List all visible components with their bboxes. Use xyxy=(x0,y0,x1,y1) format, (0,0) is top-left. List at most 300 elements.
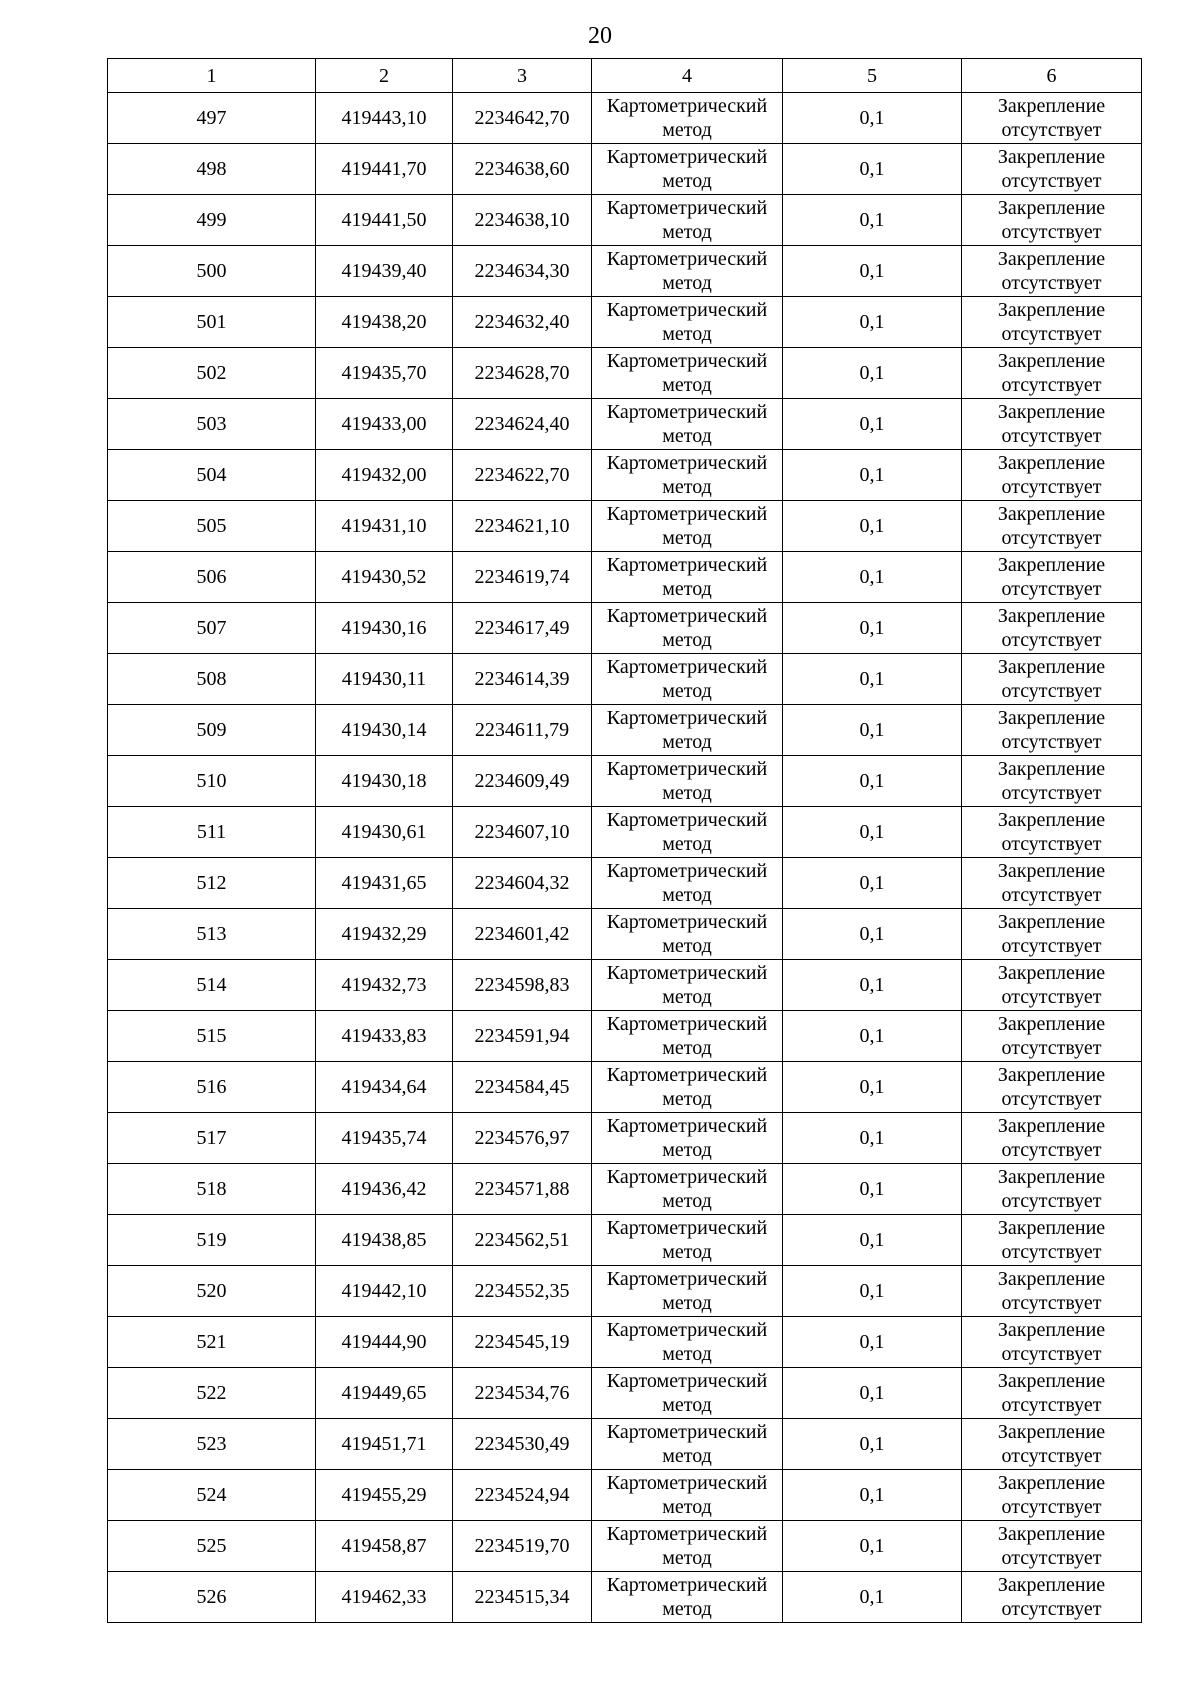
accuracy-cell: 0,1 xyxy=(783,93,962,144)
page-number: 20 xyxy=(588,23,612,49)
fixing-line-2: отсутствует xyxy=(1001,1547,1102,1569)
y-coordinate-cell: 2234604,32 xyxy=(453,858,592,909)
x-coordinate-cell: 419441,70 xyxy=(316,144,453,195)
method-line-2: метод xyxy=(662,1598,712,1620)
fixing-line-1: Закрепление xyxy=(997,1268,1106,1290)
fixing-cell xyxy=(962,807,1142,858)
x-coordinate-cell: 419442,10 xyxy=(316,1266,453,1317)
fixing-line-1: Закрепление xyxy=(997,707,1106,729)
accuracy-cell: 0,1 xyxy=(783,1113,962,1164)
point-number-cell: 523 xyxy=(108,1419,316,1470)
accuracy-cell: 0,1 xyxy=(783,909,962,960)
point-number-cell: 507 xyxy=(108,603,316,654)
fixing-line-2: отсутствует xyxy=(1001,1394,1102,1416)
fixing-line-2: отсутствует xyxy=(1001,1190,1102,1212)
x-coordinate-cell: 419434,64 xyxy=(316,1062,453,1113)
method-line-1: Картометрический xyxy=(606,707,768,729)
x-coordinate-cell: 419432,00 xyxy=(316,450,453,501)
fixing-line-1: Закрепление xyxy=(997,605,1106,627)
fixing-line-1: Закрепление xyxy=(997,1319,1106,1341)
method-line-2: метод xyxy=(662,731,712,753)
x-coordinate-cell: 419449,65 xyxy=(316,1368,453,1419)
method-line-2: метод xyxy=(662,272,712,294)
fixing-cell xyxy=(962,1521,1142,1572)
table-row xyxy=(108,1164,1142,1215)
method-cell xyxy=(592,1113,783,1164)
y-coordinate-cell: 2234598,83 xyxy=(453,960,592,1011)
fixing-cell xyxy=(962,450,1142,501)
fixing-cell xyxy=(962,93,1142,144)
x-coordinate-cell: 419438,20 xyxy=(316,297,453,348)
method-line-1: Картометрический xyxy=(606,197,768,219)
point-number-cell: 525 xyxy=(108,1521,316,1572)
fixing-cell xyxy=(962,1164,1142,1215)
point-number-cell: 522 xyxy=(108,1368,316,1419)
table-row xyxy=(108,1266,1142,1317)
fixing-line-1: Закрепление xyxy=(997,1523,1106,1545)
method-line-2: метод xyxy=(662,221,712,243)
fixing-line-1: Закрепление xyxy=(997,1166,1106,1188)
fixing-line-1: Закрепление xyxy=(997,1217,1106,1239)
table-row xyxy=(108,450,1142,501)
fixing-line-1: Закрепление xyxy=(997,1013,1106,1035)
fixing-line-2: отсутствует xyxy=(1001,1088,1102,1110)
fixing-line-2: отсутствует xyxy=(1001,119,1102,141)
accuracy-cell: 0,1 xyxy=(783,144,962,195)
method-line-1: Картометрический xyxy=(606,1523,768,1545)
fixing-cell xyxy=(962,246,1142,297)
fixing-line-1: Закрепление xyxy=(997,1115,1106,1137)
method-line-2: метод xyxy=(662,578,712,600)
fixing-line-2: отсутствует xyxy=(1001,1598,1102,1620)
fixing-cell xyxy=(962,909,1142,960)
y-coordinate-cell: 2234545,19 xyxy=(453,1317,592,1368)
accuracy-cell: 0,1 xyxy=(783,1368,962,1419)
method-line-1: Картометрический xyxy=(606,1472,768,1494)
fixing-line-1: Закрепление xyxy=(997,860,1106,882)
method-line-2: метод xyxy=(662,680,712,702)
method-cell xyxy=(592,1164,783,1215)
method-cell xyxy=(592,1572,783,1623)
table-row xyxy=(108,1317,1142,1368)
x-coordinate-cell: 419431,65 xyxy=(316,858,453,909)
method-line-2: метод xyxy=(662,1088,712,1110)
method-cell xyxy=(592,909,783,960)
x-coordinate-cell: 419451,71 xyxy=(316,1419,453,1470)
fixing-cell xyxy=(962,1062,1142,1113)
point-number-cell: 526 xyxy=(108,1572,316,1623)
fixing-line-2: отсутствует xyxy=(1001,1241,1102,1263)
method-line-1: Картометрический xyxy=(606,1115,768,1137)
fixing-cell xyxy=(962,1419,1142,1470)
fixing-line-2: отсутствует xyxy=(1001,1445,1102,1467)
fixing-line-2: отсутствует xyxy=(1001,374,1102,396)
point-number-cell: 503 xyxy=(108,399,316,450)
method-line-2: метод xyxy=(662,935,712,957)
method-cell xyxy=(592,195,783,246)
fixing-line-1: Закрепление xyxy=(997,554,1106,576)
method-cell xyxy=(592,501,783,552)
method-line-2: метод xyxy=(662,374,712,396)
fixing-line-2: отсутствует xyxy=(1001,1292,1102,1314)
x-coordinate-cell: 419430,14 xyxy=(316,705,453,756)
method-line-1: Картометрический xyxy=(606,95,768,117)
fixing-cell xyxy=(962,1011,1142,1062)
column-header-5: 5 xyxy=(783,59,962,93)
x-coordinate-cell: 419438,85 xyxy=(316,1215,453,1266)
accuracy-cell: 0,1 xyxy=(783,195,962,246)
method-line-1: Картометрический xyxy=(606,452,768,474)
accuracy-cell: 0,1 xyxy=(783,450,962,501)
table-row xyxy=(108,501,1142,552)
fixing-cell xyxy=(962,195,1142,246)
y-coordinate-cell: 2234614,39 xyxy=(453,654,592,705)
table-header xyxy=(108,59,1142,93)
accuracy-cell: 0,1 xyxy=(783,858,962,909)
x-coordinate-cell: 419433,83 xyxy=(316,1011,453,1062)
accuracy-cell: 0,1 xyxy=(783,1521,962,1572)
method-line-1: Картометрический xyxy=(606,1217,768,1239)
table-row xyxy=(108,399,1142,450)
method-line-1: Картометрический xyxy=(606,503,768,525)
accuracy-cell: 0,1 xyxy=(783,297,962,348)
method-cell xyxy=(592,705,783,756)
accuracy-cell: 0,1 xyxy=(783,1572,962,1623)
method-line-1: Картометрический xyxy=(606,809,768,831)
method-line-2: метод xyxy=(662,476,712,498)
y-coordinate-cell: 2234534,76 xyxy=(453,1368,592,1419)
table-row xyxy=(108,603,1142,654)
fixing-line-2: отсутствует xyxy=(1001,782,1102,804)
method-cell xyxy=(592,756,783,807)
fixing-line-1: Закрепление xyxy=(997,95,1106,117)
table-row xyxy=(108,1419,1142,1470)
method-line-2: метод xyxy=(662,833,712,855)
fixing-line-1: Закрепление xyxy=(997,809,1106,831)
method-line-2: метод xyxy=(662,1139,712,1161)
method-cell xyxy=(592,858,783,909)
y-coordinate-cell: 2234607,10 xyxy=(453,807,592,858)
point-number-cell: 505 xyxy=(108,501,316,552)
method-cell xyxy=(592,1521,783,1572)
point-number-cell: 513 xyxy=(108,909,316,960)
method-line-2: метод xyxy=(662,1394,712,1416)
fixing-line-2: отсутствует xyxy=(1001,629,1102,651)
method-line-2: метод xyxy=(662,986,712,1008)
table-row xyxy=(108,552,1142,603)
accuracy-cell: 0,1 xyxy=(783,960,962,1011)
method-line-2: метод xyxy=(662,1496,712,1518)
fixing-cell xyxy=(962,654,1142,705)
method-line-1: Картометрический xyxy=(606,554,768,576)
point-number-cell: 502 xyxy=(108,348,316,399)
point-number-cell: 509 xyxy=(108,705,316,756)
fixing-line-1: Закрепление xyxy=(997,197,1106,219)
table-row xyxy=(108,195,1142,246)
fixing-line-2: отсутствует xyxy=(1001,578,1102,600)
y-coordinate-cell: 2234552,35 xyxy=(453,1266,592,1317)
method-line-2: метод xyxy=(662,629,712,651)
fixing-cell xyxy=(962,1215,1142,1266)
accuracy-cell: 0,1 xyxy=(783,1470,962,1521)
method-cell xyxy=(592,1368,783,1419)
y-coordinate-cell: 2234591,94 xyxy=(453,1011,592,1062)
x-coordinate-cell: 419430,18 xyxy=(316,756,453,807)
point-number-cell: 520 xyxy=(108,1266,316,1317)
method-cell xyxy=(592,807,783,858)
column-header-3: 3 xyxy=(453,59,592,93)
method-line-1: Картометрический xyxy=(606,299,768,321)
fixing-line-1: Закрепление xyxy=(997,1064,1106,1086)
fixing-cell xyxy=(962,501,1142,552)
method-line-1: Картометрический xyxy=(606,1268,768,1290)
method-cell xyxy=(592,399,783,450)
method-line-2: метод xyxy=(662,425,712,447)
point-number-cell: 500 xyxy=(108,246,316,297)
y-coordinate-cell: 2234619,74 xyxy=(453,552,592,603)
y-coordinate-cell: 2234622,70 xyxy=(453,450,592,501)
accuracy-cell: 0,1 xyxy=(783,603,962,654)
table-row xyxy=(108,1113,1142,1164)
x-coordinate-cell: 419444,90 xyxy=(316,1317,453,1368)
accuracy-cell: 0,1 xyxy=(783,705,962,756)
y-coordinate-cell: 2234530,49 xyxy=(453,1419,592,1470)
y-coordinate-cell: 2234524,94 xyxy=(453,1470,592,1521)
y-coordinate-cell: 2234601,42 xyxy=(453,909,592,960)
method-cell xyxy=(592,1419,783,1470)
point-number-cell: 514 xyxy=(108,960,316,1011)
method-line-2: метод xyxy=(662,1547,712,1569)
method-line-2: метод xyxy=(662,1343,712,1365)
y-coordinate-cell: 2234634,30 xyxy=(453,246,592,297)
method-line-2: метод xyxy=(662,170,712,192)
accuracy-cell: 0,1 xyxy=(783,501,962,552)
point-number-cell: 498 xyxy=(108,144,316,195)
y-coordinate-cell: 2234515,34 xyxy=(453,1572,592,1623)
y-coordinate-cell: 2234611,79 xyxy=(453,705,592,756)
method-cell xyxy=(592,960,783,1011)
fixing-line-2: отсутствует xyxy=(1001,425,1102,447)
y-coordinate-cell: 2234624,40 xyxy=(453,399,592,450)
table-row xyxy=(108,1572,1142,1623)
table-row xyxy=(108,144,1142,195)
y-coordinate-cell: 2234617,49 xyxy=(453,603,592,654)
fixing-line-1: Закрепление xyxy=(997,758,1106,780)
x-coordinate-cell: 419439,40 xyxy=(316,246,453,297)
fixing-line-1: Закрепление xyxy=(997,962,1106,984)
method-cell xyxy=(592,93,783,144)
method-line-2: метод xyxy=(662,1241,712,1263)
fixing-line-1: Закрепление xyxy=(997,1472,1106,1494)
method-cell xyxy=(592,450,783,501)
point-number-cell: 504 xyxy=(108,450,316,501)
fixing-cell xyxy=(962,348,1142,399)
column-header-4: 4 xyxy=(592,59,783,93)
fixing-line-2: отсутствует xyxy=(1001,884,1102,906)
table-row xyxy=(108,93,1142,144)
method-cell xyxy=(592,552,783,603)
column-header-1: 1 xyxy=(108,59,316,93)
method-line-2: метод xyxy=(662,1190,712,1212)
table-row xyxy=(108,1215,1142,1266)
y-coordinate-cell: 2234642,70 xyxy=(453,93,592,144)
fixing-line-1: Закрепление xyxy=(997,911,1106,933)
x-coordinate-cell: 419430,61 xyxy=(316,807,453,858)
method-line-1: Картометрический xyxy=(606,962,768,984)
method-line-2: метод xyxy=(662,1445,712,1467)
y-coordinate-cell: 2234638,10 xyxy=(453,195,592,246)
y-coordinate-cell: 2234571,88 xyxy=(453,1164,592,1215)
fixing-cell xyxy=(962,1317,1142,1368)
method-line-1: Картометрический xyxy=(606,146,768,168)
fixing-line-2: отсутствует xyxy=(1001,221,1102,243)
accuracy-cell: 0,1 xyxy=(783,1419,962,1470)
accuracy-cell: 0,1 xyxy=(783,1266,962,1317)
table-row xyxy=(108,1368,1142,1419)
accuracy-cell: 0,1 xyxy=(783,552,962,603)
fixing-line-2: отсутствует xyxy=(1001,1496,1102,1518)
x-coordinate-cell: 419430,11 xyxy=(316,654,453,705)
method-cell xyxy=(592,603,783,654)
method-line-1: Картометрический xyxy=(606,911,768,933)
fixing-line-2: отсутствует xyxy=(1001,935,1102,957)
x-coordinate-cell: 419435,70 xyxy=(316,348,453,399)
fixing-cell xyxy=(962,756,1142,807)
point-number-cell: 497 xyxy=(108,93,316,144)
y-coordinate-cell: 2234576,97 xyxy=(453,1113,592,1164)
fixing-line-2: отсутствует xyxy=(1001,1343,1102,1365)
fixing-line-2: отсутствует xyxy=(1001,323,1102,345)
method-line-1: Картометрический xyxy=(606,656,768,678)
x-coordinate-cell: 419435,74 xyxy=(316,1113,453,1164)
accuracy-cell: 0,1 xyxy=(783,1317,962,1368)
method-cell xyxy=(592,1317,783,1368)
method-cell xyxy=(592,1062,783,1113)
point-number-cell: 517 xyxy=(108,1113,316,1164)
coordinates-table xyxy=(107,58,1142,1623)
fixing-line-1: Закрепление xyxy=(997,1574,1106,1596)
table-row xyxy=(108,1521,1142,1572)
accuracy-cell: 0,1 xyxy=(783,1011,962,1062)
method-cell xyxy=(592,1215,783,1266)
fixing-cell xyxy=(962,1470,1142,1521)
method-line-2: метод xyxy=(662,323,712,345)
table-row xyxy=(108,807,1142,858)
point-number-cell: 516 xyxy=(108,1062,316,1113)
column-header-6: 6 xyxy=(962,59,1142,93)
point-number-cell: 519 xyxy=(108,1215,316,1266)
fixing-cell xyxy=(962,552,1142,603)
table-row xyxy=(108,705,1142,756)
fixing-cell xyxy=(962,960,1142,1011)
fixing-line-1: Закрепление xyxy=(997,1421,1106,1443)
y-coordinate-cell: 2234638,60 xyxy=(453,144,592,195)
method-line-1: Картометрический xyxy=(606,401,768,423)
method-line-1: Картометрический xyxy=(606,1421,768,1443)
header-row xyxy=(108,59,1142,93)
method-line-1: Картометрический xyxy=(606,350,768,372)
x-coordinate-cell: 419441,50 xyxy=(316,195,453,246)
point-number-cell: 515 xyxy=(108,1011,316,1062)
accuracy-cell: 0,1 xyxy=(783,348,962,399)
fixing-line-1: Закрепление xyxy=(997,401,1106,423)
method-line-1: Картометрический xyxy=(606,758,768,780)
method-line-1: Картометрический xyxy=(606,605,768,627)
x-coordinate-cell: 419443,10 xyxy=(316,93,453,144)
point-number-cell: 521 xyxy=(108,1317,316,1368)
fixing-line-2: отсутствует xyxy=(1001,476,1102,498)
accuracy-cell: 0,1 xyxy=(783,399,962,450)
accuracy-cell: 0,1 xyxy=(783,1164,962,1215)
fixing-cell xyxy=(962,1266,1142,1317)
method-cell xyxy=(592,246,783,297)
method-line-1: Картометрический xyxy=(606,1064,768,1086)
method-line-1: Картометрический xyxy=(606,248,768,270)
fixing-line-2: отсутствует xyxy=(1001,170,1102,192)
method-line-1: Картометрический xyxy=(606,1319,768,1341)
table-row xyxy=(108,858,1142,909)
fixing-line-2: отсутствует xyxy=(1001,1139,1102,1161)
method-line-1: Картометрический xyxy=(606,860,768,882)
point-number-cell: 506 xyxy=(108,552,316,603)
method-cell xyxy=(592,1470,783,1521)
y-coordinate-cell: 2234562,51 xyxy=(453,1215,592,1266)
point-number-cell: 512 xyxy=(108,858,316,909)
fixing-cell xyxy=(962,1113,1142,1164)
fixing-cell xyxy=(962,297,1142,348)
y-coordinate-cell: 2234621,10 xyxy=(453,501,592,552)
method-cell xyxy=(592,654,783,705)
fixing-line-1: Закрепление xyxy=(997,1370,1106,1392)
table-row xyxy=(108,246,1142,297)
table-row xyxy=(108,348,1142,399)
fixing-line-2: отсутствует xyxy=(1001,731,1102,753)
table-row xyxy=(108,654,1142,705)
method-line-2: метод xyxy=(662,119,712,141)
column-header-2: 2 xyxy=(316,59,453,93)
method-line-2: метод xyxy=(662,782,712,804)
x-coordinate-cell: 419432,73 xyxy=(316,960,453,1011)
x-coordinate-cell: 419432,29 xyxy=(316,909,453,960)
fixing-line-1: Закрепление xyxy=(997,299,1106,321)
fixing-cell xyxy=(962,1572,1142,1623)
y-coordinate-cell: 2234609,49 xyxy=(453,756,592,807)
y-coordinate-cell: 2234632,40 xyxy=(453,297,592,348)
point-number-cell: 518 xyxy=(108,1164,316,1215)
method-cell xyxy=(592,348,783,399)
fixing-line-2: отсутствует xyxy=(1001,527,1102,549)
method-line-2: метод xyxy=(662,527,712,549)
method-line-2: метод xyxy=(662,1037,712,1059)
y-coordinate-cell: 2234584,45 xyxy=(453,1062,592,1113)
method-line-2: метод xyxy=(662,884,712,906)
fixing-line-2: отсутствует xyxy=(1001,1037,1102,1059)
x-coordinate-cell: 419455,29 xyxy=(316,1470,453,1521)
point-number-cell: 508 xyxy=(108,654,316,705)
accuracy-cell: 0,1 xyxy=(783,1062,962,1113)
fixing-line-2: отсутствует xyxy=(1001,680,1102,702)
accuracy-cell: 0,1 xyxy=(783,756,962,807)
table-row xyxy=(108,1011,1142,1062)
y-coordinate-cell: 2234628,70 xyxy=(453,348,592,399)
accuracy-cell: 0,1 xyxy=(783,654,962,705)
fixing-line-1: Закрепление xyxy=(997,656,1106,678)
fixing-line-2: отсутствует xyxy=(1001,272,1102,294)
fixing-line-1: Закрепление xyxy=(997,146,1106,168)
x-coordinate-cell: 419462,33 xyxy=(316,1572,453,1623)
point-number-cell: 511 xyxy=(108,807,316,858)
fixing-cell xyxy=(962,1368,1142,1419)
